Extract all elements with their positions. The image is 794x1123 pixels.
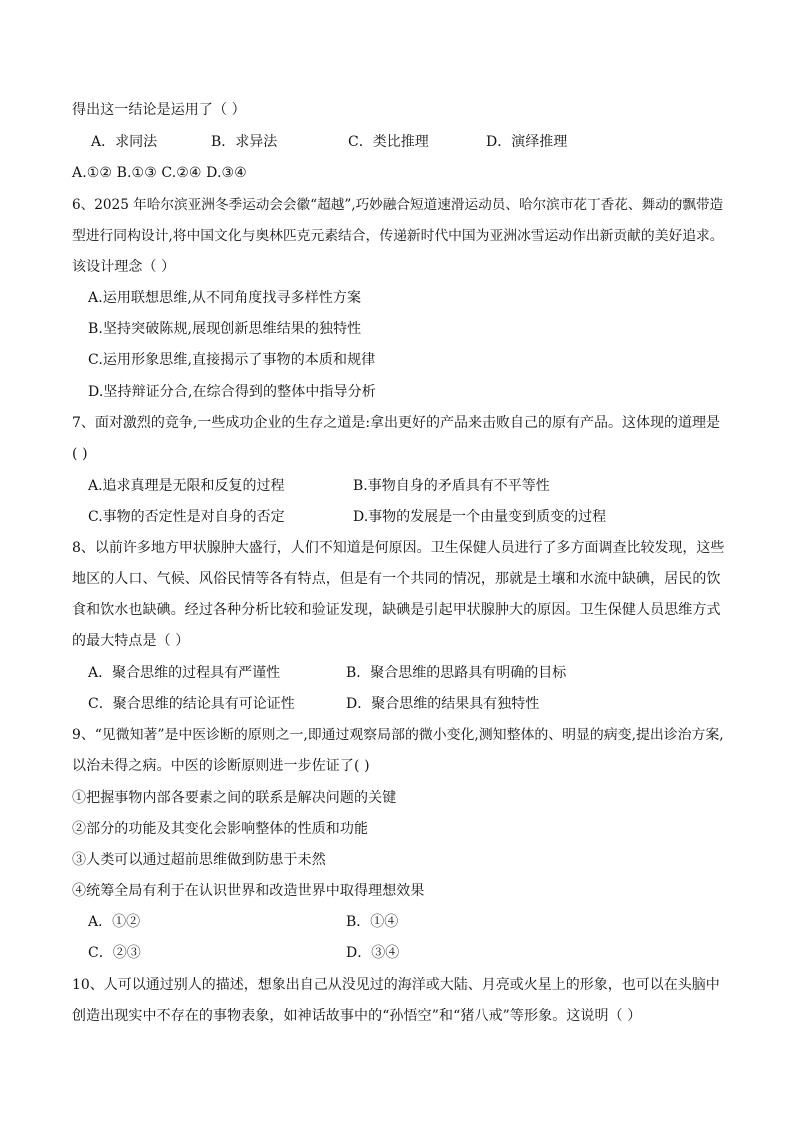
q5-option-c: C．类比推理: [348, 134, 429, 150]
q6-stem-line-2: 型进行同构设计,将中国文化与奥林匹克元素结合，传递新时代中国为亚洲冰雪运动作出新贡献的美好追求。: [72, 228, 724, 244]
q10-stem-line-2: 创造出现实中不存在的事物表象，如神话故事中的“孙悟空”和“猪八戒”等形象。这说明（ ）: [72, 1008, 642, 1024]
q6-option-b: B.坚持突破陈规,展现创新思维结果的独特性: [88, 321, 362, 337]
q6-stem-line-1: 6、2025 年哈尔滨亚洲冬季运动会会徽“超越”,巧妙融合短道速滑运动员、哈尔滨市花丁香花、舞动的飘带造: [72, 197, 724, 213]
q7-option-b: B.事物自身的矛盾具有不平等性: [353, 478, 550, 494]
q9-item-3: ③人类可以通过超前思维做到防患于未然: [72, 852, 326, 868]
q9-item-2: ②部分的功能及其变化会影响整体的性质和功能: [72, 821, 369, 837]
q7-options-row-1: [88, 475, 724, 497]
q7-option-d: D.事物的发展是一个由量变到质变的过程: [353, 509, 607, 525]
q9-stem-line-1: 9、“见微知著”是中医诊断的原则之一,即通过观察局部的微小变化,测知整体的、明显的病变,提出诊治方案,: [72, 727, 724, 743]
q5-option-a: A．求同法: [91, 134, 158, 150]
q8-stem-line-4: 的最大特点是（ ）: [72, 633, 190, 649]
q7-option-c: C.事物的否定性是对自身的否定: [88, 509, 285, 525]
q5-option-b: B．求异法: [211, 134, 278, 150]
q9-options-row-1: [88, 911, 724, 933]
q8-option-c: C．聚合思维的结论具有可论证性: [88, 696, 295, 712]
q8-stem-line-1: 8、以前许多地方甲状腺肿大盛行，人们不知道是何原因。卫生保健人员进行了多方面调查比较发现，这些: [72, 540, 725, 556]
q6-option-a: A.运用联想思维,从不同角度找寻多样性方案: [88, 290, 362, 306]
q5-answer-choices: A.①② B.①③ C.②④ D.③④: [72, 165, 247, 181]
q9-item-4: ④统筹全局有利于在认识世界和改造世界中取得理想效果: [72, 883, 425, 899]
q8-options-row-1: [88, 662, 724, 684]
q9-option-c: C．②③: [88, 945, 141, 961]
q9-options-row-2: [88, 942, 724, 964]
q7-stem-line-1: 7、面对激烈的竞争,一些成功企业的生存之道是:拿出更好的产品来击败自己的原有产品。这体现的道理是: [72, 415, 720, 431]
q8-option-b: B．聚合思维的思路具有明确的目标: [346, 665, 567, 681]
q5-option-d: D．演绎推理: [486, 134, 568, 150]
q9-item-1: ①把握事物内部各要素之间的联系是解决问题的关键: [72, 790, 397, 806]
q8-options-row-2: [88, 693, 724, 715]
q8-stem-line-2: 地区的人口、气候、风俗民情等各有特点，但是有一个共同的情况，那就是土壤和水流中缺碘，居民的饮: [72, 571, 721, 587]
q6-option-d: D.坚持辩证分合,在综合得到的整体中指导分析: [88, 384, 376, 400]
q8-option-d: D．聚合思维的结果具有独特性: [346, 696, 540, 712]
q6-stem-line-3: 该设计理念（ ）: [72, 259, 176, 275]
q5-stem-tail: 得出这一结论是运用了（ ）: [72, 102, 246, 118]
q7-stem-line-2: ( ): [72, 446, 88, 462]
q8-option-a: A．聚合思维的过程具有严谨性: [88, 665, 281, 681]
q8-stem-line-3: 食和饮水也缺碘。经过各种分析比较和验证发现，缺碘是引起甲状腺肿大的原因。卫生保健人员思维方式: [72, 602, 721, 618]
q7-options-row-2: [88, 506, 724, 528]
q7-option-a: A.追求真理是无限和反复的过程: [88, 478, 285, 494]
q9-option-a: A．①②: [88, 914, 141, 930]
q5-options: [88, 131, 724, 153]
q9-option-d: D．③④: [346, 945, 400, 961]
q10-stem-line-1: 10、人可以通过别人的描述，想象出自己从没见过的海洋或大陆、月亮或火星上的形象，也可以在头脑中: [72, 977, 720, 993]
q9-stem-line-2: 以治未得之病。中医的诊断原则进一步佐证了( ): [72, 758, 370, 774]
q6-option-c: C.运用形象思维,直接揭示了事物的本质和规律: [88, 352, 376, 368]
q9-option-b: B．①④: [346, 914, 399, 930]
